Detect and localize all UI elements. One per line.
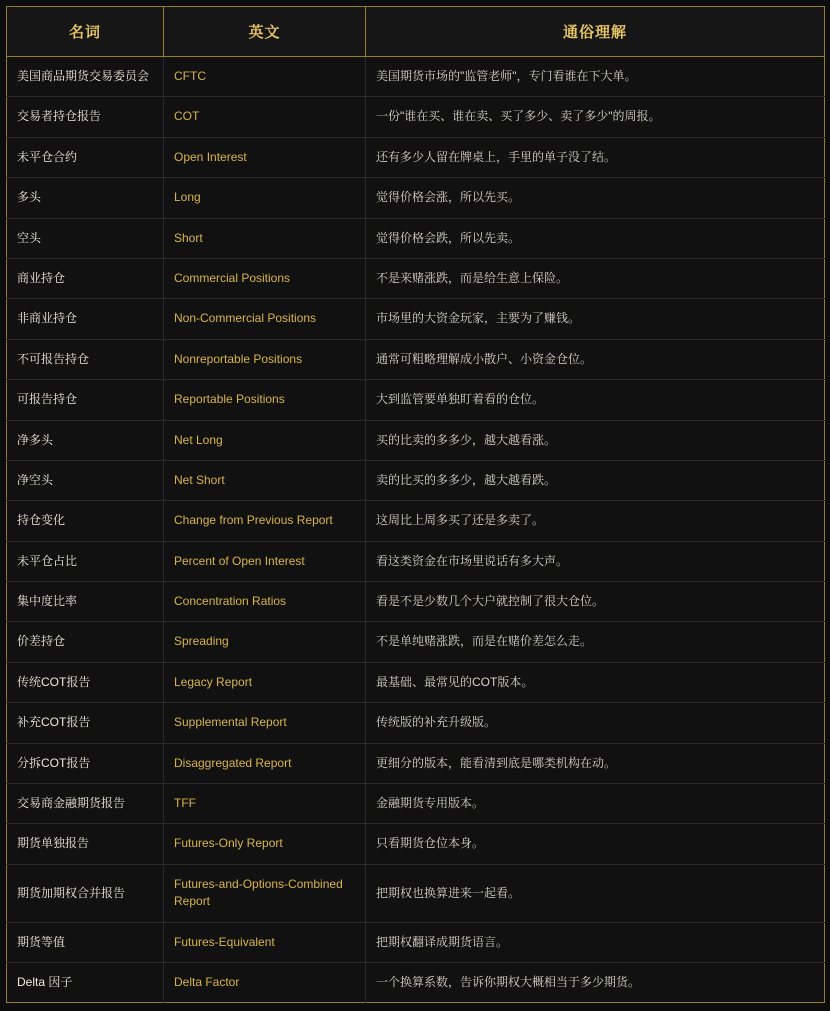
cell-plain-explanation: 最基础、最常见的COT版本。 bbox=[366, 662, 825, 702]
table-row bbox=[7, 501, 825, 541]
cell-term: 非商业持仓 bbox=[7, 299, 164, 339]
cell-term: 期货单独报告 bbox=[7, 824, 164, 864]
cell-term: 可报告持仓 bbox=[7, 380, 164, 420]
column-header-english: 英文 bbox=[164, 7, 366, 57]
cell-plain-explanation: 通常可粗略理解成小散户、小资金仓位。 bbox=[366, 339, 825, 379]
cell-plain-explanation: 不是单纯赌涨跌，而是在赌价差怎么走。 bbox=[366, 622, 825, 662]
cell-english: Spreading bbox=[164, 622, 366, 662]
table-row bbox=[7, 962, 825, 1002]
cell-english: Net Short bbox=[164, 460, 366, 500]
table-row bbox=[7, 258, 825, 298]
table-row bbox=[7, 420, 825, 460]
cell-term: 价差持仓 bbox=[7, 622, 164, 662]
cell-english: Open Interest bbox=[164, 137, 366, 177]
cell-english: Nonreportable Positions bbox=[164, 339, 366, 379]
cell-english: Reportable Positions bbox=[164, 380, 366, 420]
cell-term: 补充COT报告 bbox=[7, 703, 164, 743]
cell-english: Futures-Equivalent bbox=[164, 922, 366, 962]
cell-term: 传统COT报告 bbox=[7, 662, 164, 702]
cell-plain-explanation: 只看期货仓位本身。 bbox=[366, 824, 825, 864]
cell-english: COT bbox=[164, 97, 366, 137]
glossary-table bbox=[6, 6, 825, 1003]
cell-term: 交易者持仓报告 bbox=[7, 97, 164, 137]
cell-english: Change from Previous Report bbox=[164, 501, 366, 541]
table-row bbox=[7, 541, 825, 581]
cell-english: Futures-Only Report bbox=[164, 824, 366, 864]
table-header bbox=[7, 7, 825, 57]
table-row bbox=[7, 97, 825, 137]
cell-term: 商业持仓 bbox=[7, 258, 164, 298]
cell-plain-explanation: 还有多少人留在牌桌上，手里的单子没了结。 bbox=[366, 137, 825, 177]
column-header-plain: 通俗理解 bbox=[366, 7, 825, 57]
cell-english: Non-Commercial Positions bbox=[164, 299, 366, 339]
cell-english: Legacy Report bbox=[164, 662, 366, 702]
cell-plain-explanation: 传统版的补充升级版。 bbox=[366, 703, 825, 743]
cell-term: 未平仓合约 bbox=[7, 137, 164, 177]
cell-english: Short bbox=[164, 218, 366, 258]
cell-english: Futures-and-Options-Combined Report bbox=[164, 864, 366, 922]
table-row bbox=[7, 339, 825, 379]
column-header-term: 名词 bbox=[7, 7, 164, 57]
cell-english: CFTC bbox=[164, 57, 366, 97]
cell-english: Delta Factor bbox=[164, 962, 366, 1002]
table-row bbox=[7, 460, 825, 500]
table-row bbox=[7, 622, 825, 662]
table-row bbox=[7, 784, 825, 824]
cell-plain-explanation: 市场里的大资金玩家，主要为了赚钱。 bbox=[366, 299, 825, 339]
table-row bbox=[7, 299, 825, 339]
table-row bbox=[7, 137, 825, 177]
cell-english: Commercial Positions bbox=[164, 258, 366, 298]
cell-plain-explanation: 金融期货专用版本。 bbox=[366, 784, 825, 824]
cell-term: Delta 因子 bbox=[7, 962, 164, 1002]
cell-plain-explanation: 这周比上周多买了还是多卖了。 bbox=[366, 501, 825, 541]
table-row bbox=[7, 582, 825, 622]
table-row bbox=[7, 178, 825, 218]
cell-plain-explanation: 买的比卖的多多少，越大越看涨。 bbox=[366, 420, 825, 460]
table-row bbox=[7, 57, 825, 97]
cell-plain-explanation: 不是来赌涨跌，而是给生意上保险。 bbox=[366, 258, 825, 298]
cell-plain-explanation: 把期权也换算进来一起看。 bbox=[366, 864, 825, 922]
table-row bbox=[7, 864, 825, 922]
cell-term: 空头 bbox=[7, 218, 164, 258]
cell-english: Percent of Open Interest bbox=[164, 541, 366, 581]
cell-plain-explanation: 觉得价格会跌，所以先卖。 bbox=[366, 218, 825, 258]
cell-term: 净空头 bbox=[7, 460, 164, 500]
cell-plain-explanation: 大到监管要单独盯着看的仓位。 bbox=[366, 380, 825, 420]
cell-plain-explanation: 美国期货市场的"监管老师"，专门看谁在下大单。 bbox=[366, 57, 825, 97]
cell-term: 净多头 bbox=[7, 420, 164, 460]
table-row bbox=[7, 824, 825, 864]
cell-english: Disaggregated Report bbox=[164, 743, 366, 783]
cell-english: Long bbox=[164, 178, 366, 218]
table-row bbox=[7, 380, 825, 420]
cell-term: 多头 bbox=[7, 178, 164, 218]
table-row bbox=[7, 218, 825, 258]
header-row bbox=[7, 7, 825, 57]
cell-term: 期货等值 bbox=[7, 922, 164, 962]
table-row bbox=[7, 703, 825, 743]
cell-term: 美国商品期货交易委员会 bbox=[7, 57, 164, 97]
table-row bbox=[7, 922, 825, 962]
cell-term: 不可报告持仓 bbox=[7, 339, 164, 379]
table-row bbox=[7, 743, 825, 783]
cell-term: 交易商金融期货报告 bbox=[7, 784, 164, 824]
cell-term: 未平仓占比 bbox=[7, 541, 164, 581]
cell-english: TFF bbox=[164, 784, 366, 824]
cell-plain-explanation: 一份"谁在买、谁在卖、买了多少、卖了多少"的周报。 bbox=[366, 97, 825, 137]
cell-plain-explanation: 一个换算系数，告诉你期权大概相当于多少期货。 bbox=[376, 974, 641, 989]
cell-plain-explanation: 更细分的版本，能看清到底是哪类机构在动。 bbox=[366, 743, 825, 783]
cell-plain-explanation: 把期权翻译成期货语言。 bbox=[366, 922, 825, 962]
cell-plain-explanation: 看是不是少数几个大户就控制了很大仓位。 bbox=[366, 582, 825, 622]
cell-english: Net Long bbox=[164, 420, 366, 460]
cell-term: 集中度比率 bbox=[7, 582, 164, 622]
cell-term: 持仓变化 bbox=[7, 501, 164, 541]
cell-plain-explanation: 觉得价格会涨，所以先买。 bbox=[366, 178, 825, 218]
cell-english: Concentration Ratios bbox=[164, 582, 366, 622]
table-body bbox=[7, 57, 825, 1003]
cell-term: 分拆COT报告 bbox=[7, 743, 164, 783]
cell-english: Supplemental Report bbox=[164, 703, 366, 743]
cell-plain-explanation: 看这类资金在市场里说话有多大声。 bbox=[366, 541, 825, 581]
cell-term: 期货加期权合并报告 bbox=[7, 864, 164, 922]
cell-plain-explanation: 卖的比买的多多少，越大越看跌。 bbox=[366, 460, 825, 500]
table-row bbox=[7, 662, 825, 702]
